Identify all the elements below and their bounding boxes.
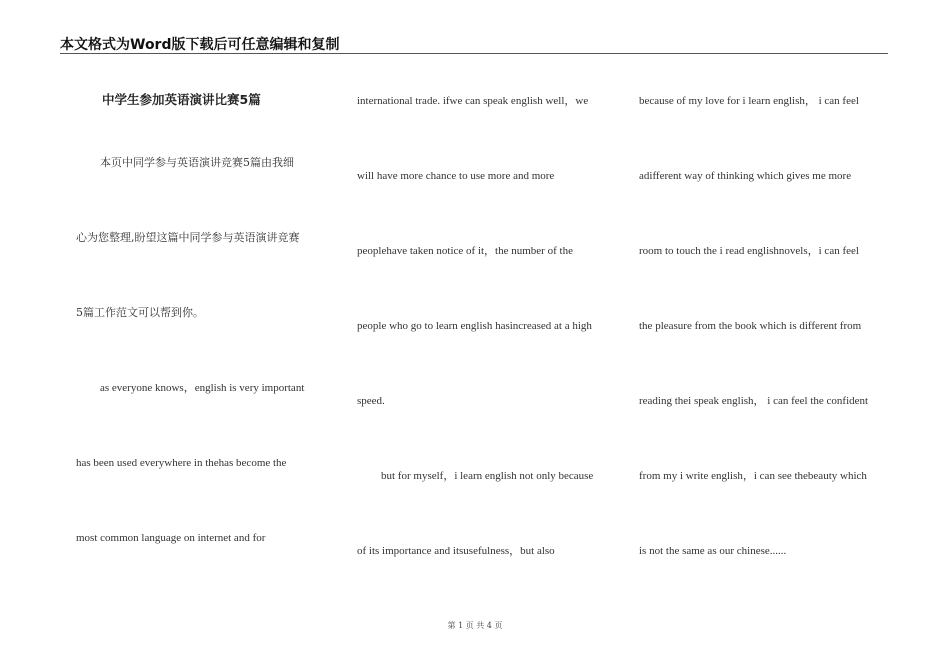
text-line: people who go to learn english hasincreased at a high bbox=[357, 320, 592, 332]
text-line: peoplehave taken notice of it，the number of the bbox=[357, 245, 573, 257]
text-line: reading thei speak english， i can feel the confident bbox=[639, 395, 869, 407]
header-divider bbox=[60, 53, 888, 54]
page-number: 第 1 页 共 4 页 bbox=[447, 621, 503, 630]
text-line: adifferent way of thinking which gives me more bbox=[639, 170, 852, 182]
text-line: the pleasure from the book which is different from bbox=[639, 320, 862, 332]
article-title: 中学生参加英语演讲比赛5篇 bbox=[102, 92, 261, 107]
text-line: speed. bbox=[357, 395, 385, 407]
text-line: as everyone knows，english is very important bbox=[100, 382, 305, 394]
text-line: because of my love for i learn english， i can feel bbox=[639, 95, 859, 107]
text-line: will have more chance to use more and more bbox=[357, 170, 555, 182]
text-line: of its importance and itsusefulness，but also bbox=[357, 545, 555, 557]
text-line: from my i write english，i can see thebeauty which bbox=[639, 470, 867, 482]
text-line: 本页中同学参与英语演讲竞赛5篇由我细 bbox=[100, 156, 294, 169]
header-title: 本文格式为Word版下载后可任意编辑和复制 bbox=[60, 37, 340, 53]
text-line: but for myself，i learn english not only because bbox=[381, 470, 594, 482]
text-line: room to touch the i read englishnovels，i can feel bbox=[639, 245, 859, 257]
text-line: has been used everywhere in thehas become the bbox=[76, 457, 287, 469]
text-line: 心为您整理,盼望这篇中同学参与英语演讲竞赛 bbox=[76, 231, 300, 244]
text-line: international trade. ifwe can speak english well，we bbox=[357, 95, 589, 107]
text-line: most common language on internet and for bbox=[76, 532, 266, 544]
text-line: 5篇工作范文可以帮到你。 bbox=[76, 306, 204, 319]
text-line: is not the same as our chinese...... bbox=[639, 545, 787, 557]
